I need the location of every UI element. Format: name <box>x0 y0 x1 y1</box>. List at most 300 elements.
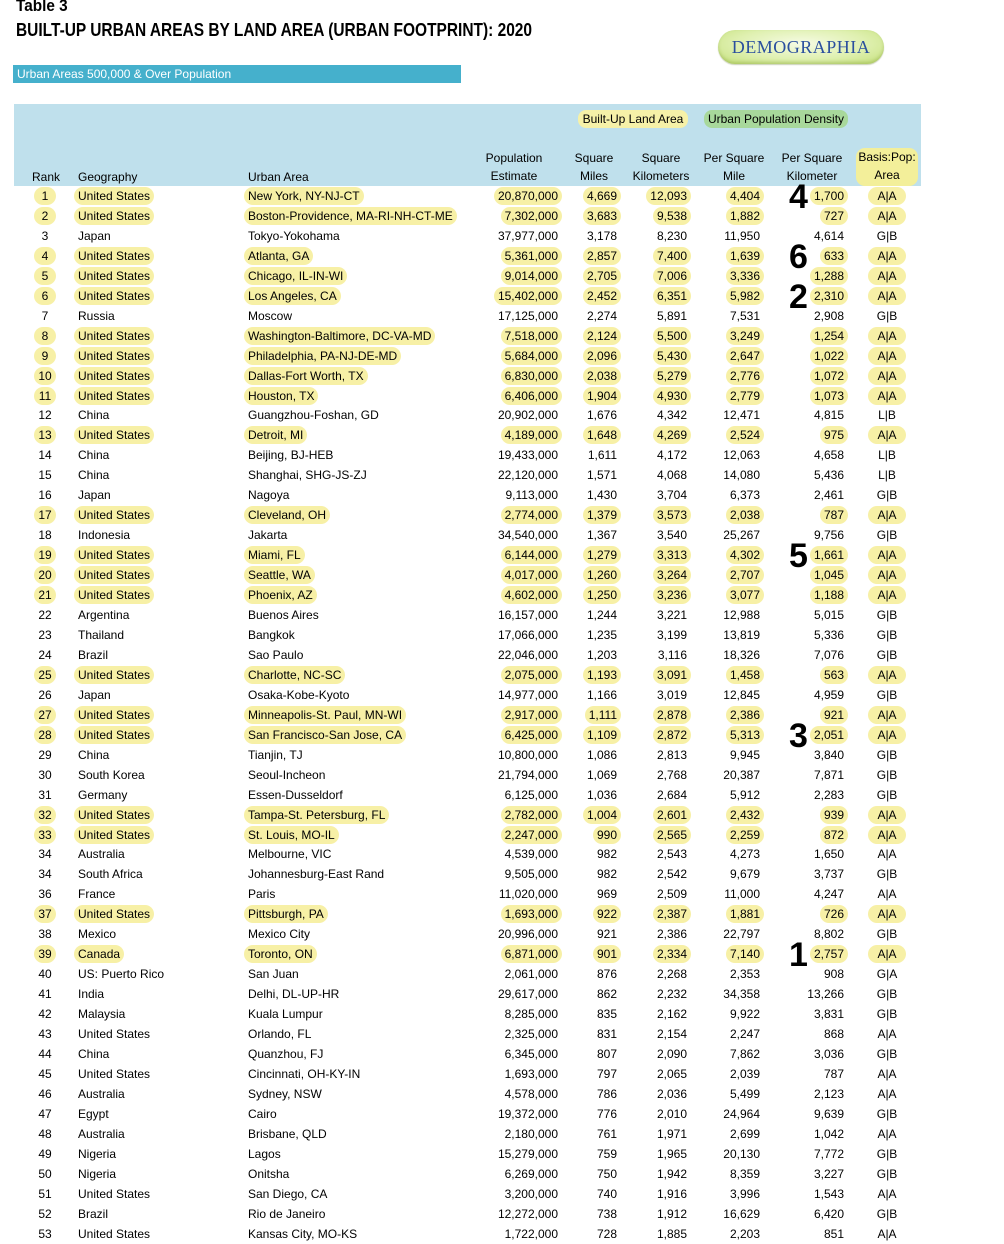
demographia-logo: DEMOGRAPHIA <box>718 30 884 64</box>
urban-area-cell: Charlotte, NC-SC <box>244 666 345 684</box>
sq-km-cell: 5,500 <box>653 327 691 345</box>
per-sq-km-cell: 1,288 <box>810 267 848 285</box>
geography-cell: Canada <box>74 945 124 963</box>
urban-area-cell: Tianjin, TJ <box>248 747 303 762</box>
col-header-sq-miles <box>567 149 621 185</box>
sq-km-cell: 7,400 <box>653 247 691 265</box>
population-cell: 3,200,000 <box>504 1186 558 1201</box>
rank-cell: 24 <box>38 647 52 662</box>
table-row <box>0 605 1004 625</box>
geography-cell: Malaysia <box>78 1007 126 1022</box>
per-sq-km-cell: 5,015 <box>813 608 844 623</box>
sq-miles-cell: 1,279 <box>583 546 621 564</box>
rank-cell: 3 <box>41 228 49 243</box>
sq-miles-cell: 1,004 <box>583 806 621 824</box>
table-row <box>0 1024 1004 1044</box>
rank-cell: 20 <box>34 566 56 584</box>
sq-km-cell: 2,154 <box>656 1027 687 1042</box>
table-row <box>0 685 1004 705</box>
sq-miles-cell: 2,705 <box>583 267 621 285</box>
per-sq-km-cell: 851 <box>823 1226 844 1241</box>
population-cell: 9,113,000 <box>505 488 558 503</box>
sq-miles-cell: 1,203 <box>586 647 617 662</box>
sq-km-cell: 2,162 <box>656 1007 687 1022</box>
population-cell: 7,302,000 <box>501 207 562 225</box>
geography-cell: United States <box>74 347 154 365</box>
table-row <box>0 1144 1004 1164</box>
geography-cell: United States <box>74 247 154 265</box>
basis-cell: A|A <box>868 726 906 744</box>
rank-cell: 14 <box>38 448 52 463</box>
per-sq-km-cell: 4,658 <box>813 448 844 463</box>
per-sq-km-cell: 1,073 <box>810 387 848 405</box>
per-sq-mile-cell: 2,707 <box>726 566 764 584</box>
per-sq-km-cell: 4,614 <box>813 228 844 243</box>
basis-cell: G|B <box>876 627 898 642</box>
urban-area-cell: Detroit, MI <box>244 426 307 444</box>
table-row <box>0 785 1004 805</box>
basis-cell: L|B <box>878 468 896 483</box>
per-sq-mile-cell: 2,779 <box>726 387 764 405</box>
population-cell: 2,774,000 <box>501 506 562 524</box>
urban-area-cell: Nagoya <box>248 488 290 503</box>
per-sq-mile-cell: 4,302 <box>726 546 764 564</box>
per-sq-km-cell: 3,737 <box>813 867 844 882</box>
col-header-population-line2: Estimate <box>490 169 538 183</box>
urban-area-cell: Seoul-Incheon <box>248 767 326 782</box>
geography-cell: United States <box>78 1186 151 1201</box>
sq-km-cell: 2,872 <box>653 726 691 744</box>
sq-km-cell: 3,573 <box>653 506 691 524</box>
sq-miles-cell: 2,096 <box>583 347 621 365</box>
geography-cell: China <box>78 448 110 463</box>
table-row <box>0 944 1004 964</box>
urban-area-cell: Moscow <box>248 308 293 323</box>
per-sq-mile-cell: 16,629 <box>723 1206 760 1221</box>
sq-miles-cell: 1,235 <box>586 627 617 642</box>
rank-cell: 28 <box>34 726 56 744</box>
urban-area-cell: Brisbane, QLD <box>248 1126 327 1141</box>
per-sq-mile-cell: 3,996 <box>729 1186 760 1201</box>
basis-cell: A|A <box>877 847 897 862</box>
col-header-geography: Geography <box>78 170 138 184</box>
rank-cell: 13 <box>34 426 56 444</box>
population-cell: 11,020,000 <box>498 887 558 902</box>
sq-miles-cell: 876 <box>596 967 617 982</box>
rank-cell: 49 <box>38 1146 52 1161</box>
per-sq-km-cell: 8,802 <box>813 927 844 942</box>
per-sq-mile-cell: 1,458 <box>726 666 764 684</box>
annotation-marker: 4 <box>789 178 808 216</box>
per-sq-mile-cell: 2,647 <box>726 347 764 365</box>
urban-area-cell: Pittsburgh, PA <box>244 905 328 923</box>
table-row <box>0 485 1004 505</box>
table-row <box>0 705 1004 725</box>
geography-cell: Nigeria <box>78 1146 117 1161</box>
geography-cell: United States <box>74 327 154 345</box>
sq-km-cell: 3,540 <box>656 528 687 543</box>
sq-km-cell: 4,068 <box>656 468 687 483</box>
rank-cell: 48 <box>38 1126 52 1141</box>
geography-cell: Brazil <box>78 1206 109 1221</box>
sq-miles-cell: 1,250 <box>583 586 621 604</box>
per-sq-km-cell: 1,072 <box>810 367 848 385</box>
sq-miles-cell: 1,904 <box>583 387 621 405</box>
per-sq-mile-cell: 7,531 <box>729 308 760 323</box>
geography-cell: United States <box>74 706 154 724</box>
per-sq-km-cell: 4,247 <box>813 887 844 902</box>
basis-cell: A|A <box>868 506 906 524</box>
population-cell: 15,279,000 <box>497 1146 558 1161</box>
per-sq-km-cell: 2,051 <box>810 726 848 744</box>
sq-km-cell: 1,912 <box>656 1206 687 1221</box>
sq-miles-cell: 750 <box>596 1166 617 1181</box>
per-sq-mile-cell: 12,063 <box>723 448 760 463</box>
per-sq-mile-cell: 1,882 <box>726 207 764 225</box>
population-cell: 15,402,000 <box>494 287 562 305</box>
basis-cell: G|B <box>876 687 898 702</box>
geography-cell: China <box>78 1046 110 1061</box>
rank-cell: 40 <box>38 967 52 982</box>
sq-km-cell: 8,230 <box>656 228 687 243</box>
sq-km-cell: 2,878 <box>653 706 691 724</box>
geography-cell: United States <box>74 566 154 584</box>
sq-miles-cell: 1,648 <box>583 426 621 444</box>
per-sq-mile-cell: 18,326 <box>723 647 760 662</box>
urban-area-cell: San Francisco-San Jose, CA <box>244 726 406 744</box>
population-cell: 2,180,000 <box>504 1126 558 1141</box>
basis-cell: A|A <box>868 666 906 684</box>
geography-cell: United States <box>74 826 154 844</box>
rank-cell: 44 <box>38 1046 52 1061</box>
population-cell: 2,325,000 <box>504 1027 558 1042</box>
basis-cell: A|A <box>868 546 906 564</box>
sq-miles-cell: 1,611 <box>587 448 617 463</box>
table-row <box>0 765 1004 785</box>
table-row <box>0 1064 1004 1084</box>
per-sq-mile-cell: 34,358 <box>723 987 760 1002</box>
table-row <box>0 186 1004 206</box>
rank-cell: 37 <box>34 905 56 923</box>
urban-area-cell: Melbourne, VIC <box>248 847 332 862</box>
urban-area-cell: Delhi, DL-UP-HR <box>248 987 340 1002</box>
rank-cell: 26 <box>38 687 52 702</box>
per-sq-mile-cell: 2,259 <box>726 826 764 844</box>
table-row <box>0 825 1004 845</box>
per-sq-mile-cell: 6,373 <box>729 488 760 503</box>
rank-cell: 18 <box>38 528 52 543</box>
basis-cell: A|A <box>868 207 906 225</box>
sq-miles-cell: 1,571 <box>586 468 617 483</box>
per-sq-km-cell: 7,772 <box>813 1146 844 1161</box>
per-sq-mile-cell: 8,359 <box>729 1166 760 1181</box>
per-sq-km-cell: 9,639 <box>813 1106 844 1121</box>
population-cell: 4,539,000 <box>504 847 558 862</box>
group-label-density: Urban Population Density <box>704 110 848 128</box>
rank-cell: 33 <box>34 826 56 844</box>
per-sq-km-cell: 5,436 <box>813 468 844 483</box>
rank-cell: 8 <box>34 327 56 345</box>
rank-cell: 27 <box>34 706 56 724</box>
basis-cell: A|A <box>877 1226 897 1241</box>
basis-cell: G|B <box>876 488 898 503</box>
per-sq-mile-cell: 1,639 <box>726 247 764 265</box>
sq-km-cell: 4,342 <box>656 408 687 423</box>
geography-cell: United States <box>74 287 154 305</box>
sq-miles-cell: 759 <box>596 1146 617 1161</box>
basis-cell: A|A <box>868 806 906 824</box>
urban-area-cell: Kuala Lumpur <box>248 1007 323 1022</box>
per-sq-km-cell: 1,022 <box>810 347 848 365</box>
urban-area-cell: Phoenix, AZ <box>244 586 317 604</box>
basis-cell: A|A <box>877 1086 897 1101</box>
rank-cell: 51 <box>38 1186 52 1201</box>
basis-cell: A|A <box>877 1066 897 1081</box>
per-sq-mile-cell: 11,950 <box>724 228 760 243</box>
table-row <box>0 1104 1004 1124</box>
table-row <box>0 326 1004 346</box>
urban-area-cell: San Diego, CA <box>248 1186 328 1201</box>
rank-cell: 31 <box>38 787 52 802</box>
population-cell: 22,046,000 <box>497 647 558 662</box>
population-cell: 6,125,000 <box>504 787 558 802</box>
geography-cell: United States <box>74 187 154 205</box>
per-sq-km-cell: 2,757 <box>810 945 848 963</box>
basis-cell: G|B <box>876 1106 898 1121</box>
geography-cell: United States <box>74 426 154 444</box>
population-cell: 4,578,000 <box>504 1086 558 1101</box>
population-cell: 29,617,000 <box>497 987 558 1002</box>
urban-area-cell: Paris <box>248 887 276 902</box>
per-sq-km-cell: 868 <box>823 1027 844 1042</box>
population-cell: 7,518,000 <box>501 327 562 345</box>
rank-cell: 6 <box>34 287 56 305</box>
table-row <box>0 525 1004 545</box>
sq-km-cell: 2,565 <box>653 826 691 844</box>
basis-cell: G|B <box>876 647 898 662</box>
sq-miles-cell: 2,857 <box>583 247 621 265</box>
geography-cell: South Korea <box>78 767 145 782</box>
table-row <box>0 625 1004 645</box>
basis-cell: L|B <box>878 408 896 423</box>
table-row <box>0 1124 1004 1144</box>
urban-area-cell: Philadelphia, PA-NJ-DE-MD <box>244 347 401 365</box>
per-sq-km-cell: 2,461 <box>813 488 844 503</box>
per-sq-mile-cell: 5,982 <box>726 287 764 305</box>
per-sq-mile-cell: 9,679 <box>729 867 760 882</box>
population-cell: 19,433,000 <box>497 448 558 463</box>
geography-cell: China <box>78 468 110 483</box>
per-sq-km-cell: 13,266 <box>807 987 844 1002</box>
table-row <box>0 904 1004 924</box>
basis-cell: G|B <box>876 528 898 543</box>
sq-km-cell: 3,313 <box>653 546 691 564</box>
rank-cell: 45 <box>38 1066 52 1081</box>
annotation-marker: 5 <box>789 537 808 576</box>
table-row <box>0 405 1004 425</box>
sq-miles-cell: 738 <box>596 1206 617 1221</box>
geography-cell: United States <box>74 806 154 824</box>
table-row <box>0 246 1004 266</box>
population-cell: 9,505,000 <box>504 867 558 882</box>
per-sq-km-cell: 921 <box>820 706 848 724</box>
per-sq-km-cell: 7,076 <box>813 647 844 662</box>
population-cell: 6,830,000 <box>501 367 562 385</box>
per-sq-km-cell: 787 <box>820 506 848 524</box>
geography-cell: Australia <box>78 847 125 862</box>
sq-km-cell: 2,334 <box>653 945 691 963</box>
sq-km-cell: 3,116 <box>657 647 687 662</box>
rank-cell: 29 <box>38 747 52 762</box>
population-cell: 12,272,000 <box>497 1206 558 1221</box>
geography-cell: Australia <box>78 1126 125 1141</box>
table-row <box>0 445 1004 465</box>
per-sq-mile-cell: 5,313 <box>726 726 764 744</box>
urban-area-cell: Orlando, FL <box>248 1027 312 1042</box>
population-cell: 1,722,000 <box>504 1226 558 1241</box>
sq-miles-cell: 1,036 <box>586 787 617 802</box>
per-sq-mile-cell: 3,077 <box>726 586 764 604</box>
rank-cell: 41 <box>38 987 52 1002</box>
basis-cell: A|A <box>877 1186 897 1201</box>
basis-cell: G|B <box>876 1206 898 1221</box>
urban-area-cell: Guangzhou-Foshan, GD <box>248 408 379 423</box>
col-header-per-sq-mile <box>700 149 768 185</box>
geography-cell: China <box>78 408 110 423</box>
population-cell: 8,285,000 <box>504 1007 558 1022</box>
basis-cell: A|A <box>877 887 897 902</box>
per-sq-mile-cell: 14,080 <box>723 468 760 483</box>
geography-cell: Australia <box>78 1086 125 1101</box>
rank-cell: 16 <box>38 488 52 503</box>
col-header-per-sq-km-line2: Kilometer <box>786 169 838 183</box>
sq-miles-cell: 2,124 <box>583 327 621 345</box>
basis-cell: G|B <box>876 747 898 762</box>
sq-miles-cell: 1,166 <box>586 687 617 702</box>
per-sq-km-cell: 726 <box>820 905 848 923</box>
table-row <box>0 585 1004 605</box>
per-sq-km-cell: 787 <box>823 1066 844 1081</box>
basis-cell: L|B <box>878 448 896 463</box>
col-header-per-sq-mile-line2: Mile <box>722 169 745 183</box>
sq-km-cell: 3,221 <box>656 608 687 623</box>
sq-km-cell: 4,930 <box>653 387 691 405</box>
table-row <box>0 665 1004 685</box>
urban-area-cell: Atlanta, GA <box>244 247 313 265</box>
table-row <box>0 1004 1004 1024</box>
table-row <box>0 226 1004 246</box>
rank-cell: 46 <box>38 1086 52 1101</box>
col-header-basis <box>856 148 918 186</box>
geography-cell: Germany <box>78 787 128 802</box>
geography-cell: United States <box>78 1066 151 1081</box>
table-row <box>0 1044 1004 1064</box>
geography-cell: India <box>78 987 105 1002</box>
rank-cell: 12 <box>38 408 52 423</box>
basis-cell: A|A <box>877 1126 897 1141</box>
basis-cell: G|B <box>876 1046 898 1061</box>
population-cell: 5,361,000 <box>501 247 562 265</box>
urban-area-cell: Tampa-St. Petersburg, FL <box>244 806 389 824</box>
sq-km-cell: 2,232 <box>656 987 687 1002</box>
urban-area-cell: Tokyo-Yokohama <box>248 228 340 243</box>
table-row <box>0 964 1004 984</box>
basis-cell: G|B <box>876 228 898 243</box>
table-row <box>0 306 1004 326</box>
sq-miles-cell: 1,676 <box>586 408 617 423</box>
per-sq-km-cell: 7,871 <box>813 767 844 782</box>
basis-cell: G|B <box>876 787 898 802</box>
sq-km-cell: 3,264 <box>653 566 691 584</box>
col-header-per-sq-km-line1: Per Square <box>781 151 843 165</box>
table-row <box>0 346 1004 366</box>
rank-cell: 15 <box>38 468 52 483</box>
table-row <box>0 545 1004 565</box>
population-cell: 21,794,000 <box>497 767 558 782</box>
annotation-marker: 6 <box>789 237 808 276</box>
sq-miles-cell: 1,069 <box>586 767 617 782</box>
basis-cell: A|A <box>868 187 906 205</box>
col-header-sq-km-line1: Square <box>641 151 681 165</box>
urban-area-cell: Buenos Aires <box>248 608 319 623</box>
rank-cell: 19 <box>34 546 56 564</box>
per-sq-km-cell: 5,336 <box>813 627 844 642</box>
basis-cell: A|A <box>868 706 906 724</box>
urban-area-cell: Lagos <box>248 1146 281 1161</box>
table-row <box>0 805 1004 825</box>
rank-cell: 32 <box>34 806 56 824</box>
table-row <box>0 266 1004 286</box>
geography-cell: France <box>78 887 116 902</box>
sq-km-cell: 3,236 <box>653 586 691 604</box>
col-header-population-line1: Population <box>485 151 543 165</box>
population-cell: 4,602,000 <box>501 586 562 604</box>
per-sq-mile-cell: 24,964 <box>723 1106 760 1121</box>
sq-miles-cell: 3,683 <box>583 207 621 225</box>
population-cell: 17,066,000 <box>497 627 558 642</box>
per-sq-mile-cell: 12,988 <box>723 608 760 623</box>
sq-miles-cell: 761 <box>596 1126 617 1141</box>
basis-cell: G|B <box>876 1146 898 1161</box>
table-row <box>0 565 1004 585</box>
population-cell: 9,014,000 <box>501 267 562 285</box>
table-row <box>0 465 1004 485</box>
basis-cell: A|A <box>868 247 906 265</box>
sq-miles-cell: 901 <box>593 945 621 963</box>
sq-km-cell: 2,684 <box>656 787 687 802</box>
per-sq-km-cell: 872 <box>820 826 848 844</box>
col-header-per-sq-mile-line1: Per Square <box>703 151 765 165</box>
sq-km-cell: 9,538 <box>653 207 691 225</box>
urban-area-cell: Los Angeles, CA <box>244 287 341 305</box>
sq-miles-cell: 982 <box>596 847 617 862</box>
urban-area-cell: Sao Paulo <box>248 647 304 662</box>
per-sq-km-cell: 1,543 <box>813 1186 844 1201</box>
per-sq-mile-cell: 2,699 <box>729 1126 760 1141</box>
urban-area-cell: Chicago, IL-IN-WI <box>244 267 347 285</box>
table-row <box>0 884 1004 904</box>
sq-km-cell: 2,387 <box>653 905 691 923</box>
per-sq-mile-cell: 13,819 <box>723 627 760 642</box>
geography-cell: United States <box>74 207 154 225</box>
rank-cell: 22 <box>38 608 52 623</box>
rank-cell: 10 <box>34 367 56 385</box>
sq-km-cell: 5,279 <box>653 367 691 385</box>
annotation-marker: 2 <box>789 277 808 316</box>
urban-area-cell: San Juan <box>248 967 299 982</box>
sq-km-cell: 2,601 <box>653 806 691 824</box>
sq-miles-cell: 835 <box>596 1007 617 1022</box>
